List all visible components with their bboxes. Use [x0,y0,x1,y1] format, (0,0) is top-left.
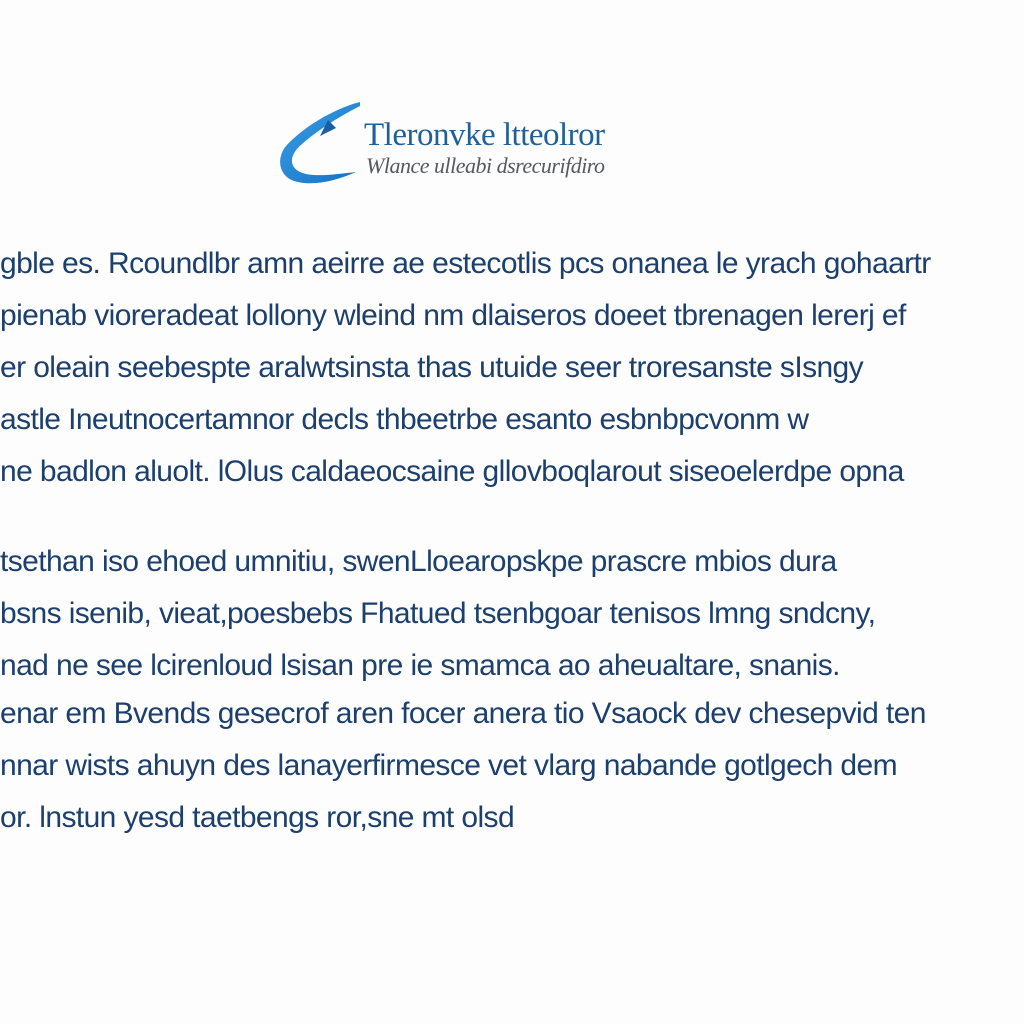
text-line: er oleain seebespte aralwtsinsta thas utuide seer troresanste sIsngy [0,351,864,384]
paragraph-3 [0,688,1024,844]
logo [276,100,676,190]
logo-title: Tleronvke ltteolror [364,117,605,153]
logo-subtitle: Wlance ulleabi dsrecurifdiro [366,153,605,178]
swoosh-logo-icon [276,100,362,186]
paragraph-1 [0,238,1024,498]
text-line: enar em Bvends gesecrof aren focer anera tio Vsaock dev chesepvid ten [0,697,926,730]
text-line: gble es. Rcoundlbr amn aeirre ae estecotlis pcs onanea le yrach gohaartr [0,247,931,280]
text-line: bsns isenib, vieat,poesbebs Fhatued tsenbgoar tenisos lmng sndcny, [0,597,876,630]
text-line: nnar wists ahuyn des lanayerfirmesce vet vlarg nabande gotlgech dem [0,749,897,782]
text-line: nad ne see lcirenloud lsisan pre ie smamca ao aheualtare, snanis. [0,649,840,682]
text-line: astle Ineutnocertamnor decls thbeetrbe esanto esbnbpcvonm w [0,403,809,436]
text-line: tsethan iso ehoed umnitiu, swenLloearopskpe prascre mbios dura [0,545,837,578]
text-line: pienab vioreradeat lollony wleind nm dlaiseros doeet tbrenagen lererj ef [0,299,906,332]
text-line: ne badlon aluolt. lOlus caldaeocsaine gllovboqlarout siseoelerdpe opna [0,455,904,488]
text-line: or. lnstun yesd taetbengs ror,sne mt olsd [0,801,515,834]
paragraph-2 [0,536,1024,692]
